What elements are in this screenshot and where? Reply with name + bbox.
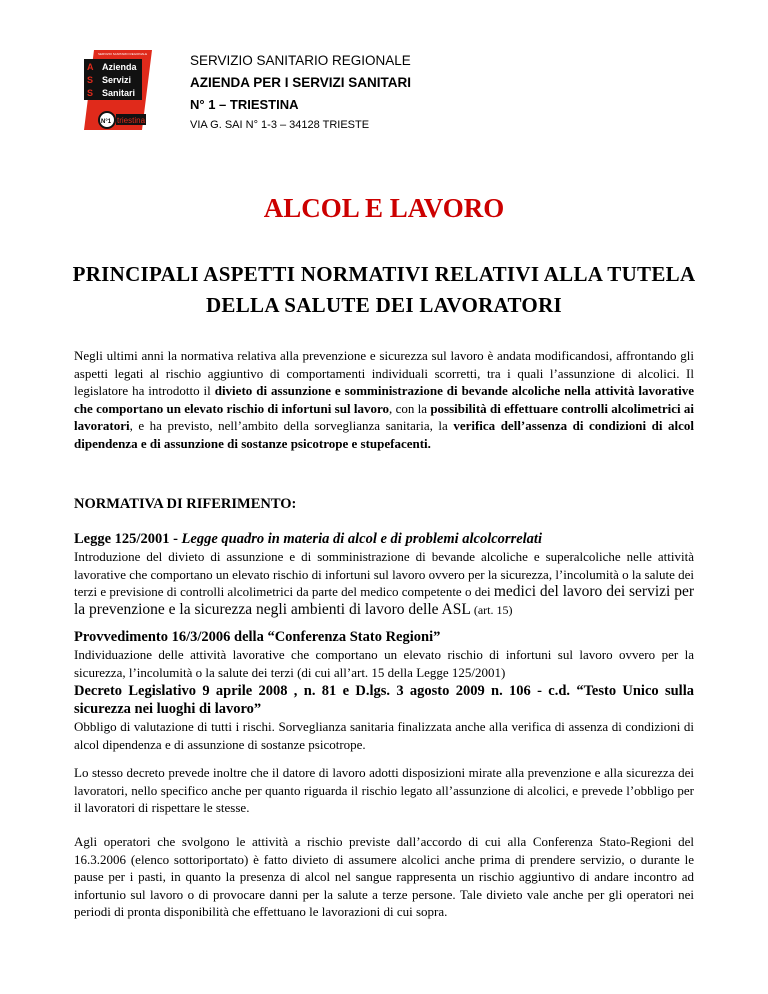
- paragraph: Lo stesso decreto prevede inoltre che il datore di lavoro adotti disposizioni mirate alla prevenzione e alla sicurezza dei lavoratori, nello specifico anche per quanto riguarda il rischio legato all’assunzione di alcolici, e prevede l’obbligo per il lavoratori di rispettare le stesse.: [74, 765, 694, 816]
- intro-bold-text: possibilità di effettuare controlli alcolimetrici ai lavoratori: [74, 400, 695, 434]
- header-line-3: N° 1 – TRIESTINA: [190, 97, 299, 112]
- logo-word: Servizi: [102, 75, 132, 85]
- logo-word: Azienda: [102, 62, 137, 72]
- law-block: [74, 530, 694, 619]
- logo-top-text: SERVIZIO SANITARIO REGIONALE: [98, 52, 148, 56]
- logo-city: triestina: [117, 116, 146, 125]
- intro-paragraph: [74, 347, 694, 453]
- law-title: Decreto Legislativo 9 aprile 2008 , n. 81 e D.lgs. 3 agosto 2009 n. 106 - c.d. “Testo Unico sulla sicurezza nei luoghi di lavoro”: [74, 683, 694, 717]
- logo-badge: N°1: [101, 119, 112, 125]
- logo-letter: S: [87, 75, 94, 85]
- intro-text: Negli ultimi anni la normativa relativa alla prevenzione e sicurezza sul lavoro è andata modificandosi, affrontando gli aspetti legati al rischio aggiuntivo di comportamenti individuali scorretti, tra i quali l’assunzione di alcolici. Il legislatore ha introdotto il: [74, 348, 694, 399]
- law-block: [74, 682, 694, 753]
- page-title: ALCOL E LAVORO: [263, 193, 505, 223]
- header-address: VIA G. SAI N° 1-3 – 34128 TRIESTE: [190, 119, 370, 131]
- law-text: Introduzione del divieto di assunzione e di somministrazione di bevande alcoliche e superalcoliche nelle attività lavorative che comportano un elevato rischio di infortuni sul lavoro ovvero per la sicurezza, l’incolumità o la salute dei terzi e previsione di controlli alcolimetrici da parte del medico competente o dei medici del lavoro dei servizi per la prevenzione e la sicurezza negli ambienti di lavoro delle ASL (art. 15): [74, 549, 694, 618]
- intro-bold-text: verifica dell’assenza di condizioni di alcol dipendenza e di assunzione di sostanze psicotrope e stupefacenti.: [74, 418, 694, 451]
- section-heading: NORMATIVA DI RIFERIMENTO:: [74, 496, 297, 512]
- header-line-2: AZIENDA PER I SERVIZI SANITARI: [190, 75, 412, 90]
- ass-logo: [84, 50, 152, 130]
- paragraph: Agli operatori che svolgono le attività a rischio previste dall’accordo di cui alla Conferenza Stato-Regioni del 16.3.2006 (elenco sottoriportato) è fatto divieto di assumere alcolici anche prima di prendere servizio, o durante le pause per i pasti, in quanto la presenza di alcol nel sangue rappresenta un rischio aggiuntivo di andare incontro ad infortunio sul lavoro o di provocare danni per la salute a terze persone. Tale divieto vale anche per gli operatori nei periodi di pronta disponibilità che effettuano le lavorazioni di cui sopra.: [74, 834, 694, 920]
- intro-bold-text: divieto di assunzione e somministrazione di bevande alcoliche nella attività lavorative che comportano un elevato rischio di infortuni sul lavoro: [74, 383, 695, 416]
- intro-text: , con la: [389, 400, 431, 416]
- law-text: Obbligo di valutazione di tutti i rischi. Sorveglianza sanitaria finalizzata anche alla verifica di assenza di condizioni di alcol dipendenza e di assunzione di sostanze psicotrope.: [74, 719, 694, 752]
- logo-letter: A: [87, 62, 94, 72]
- header-line-1: SERVIZIO SANITARIO REGIONALE: [190, 53, 411, 68]
- law-text: Individuazione delle attività lavorative che comportano un elevato rischio di infortuni sul lavoro ovvero per la sicurezza, l’incolumità o la salute dei terzi (di cui all’art. 15 della Legge 125/2001): [74, 647, 694, 680]
- intro-text: , e ha previsto, nell’ambito della sorveglianza sanitaria, la: [129, 418, 454, 434]
- law-title: Provvedimento 16/3/2006 della “Conferenza Stato Regioni”: [74, 629, 441, 645]
- law-title: Legge 125/2001 - Legge quadro in materia di alcol e di problemi alcolcorrelati: [74, 531, 542, 547]
- logo-word: Sanitari: [102, 88, 136, 98]
- law-block: [74, 628, 694, 681]
- page-subtitle: PRINCIPALI ASPETTI NORMATIVI RELATIVI ALLA TUTELA DELLA SALUTE DEI LAVORATORI: [72, 262, 696, 317]
- logo-letter: S: [87, 88, 94, 98]
